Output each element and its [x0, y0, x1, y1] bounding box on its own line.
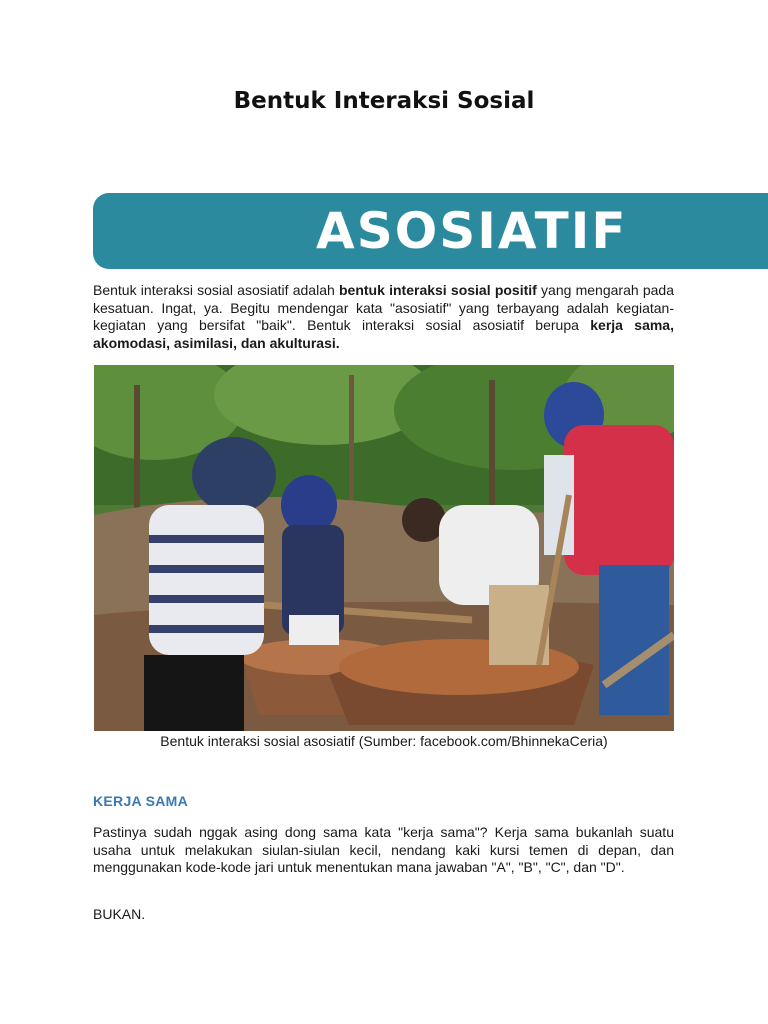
banner-label: ASOSIATIF: [316, 202, 628, 260]
kerja-sama-paragraph: Pastinya sudah nggak asing dong sama kata "kerja sama"? Kerja sama bukanlah suatu usaha untuk melakukan siulan-siulan kecil, nendang kaki kursi temen di depan, dan menggunakan kode-kode jari untuk menentukan mana jawaban "A", "B", "C", dan "D".: [93, 824, 674, 875]
intro-paragraph: [93, 282, 674, 352]
people-shoveling-soil-photo-icon: [94, 365, 674, 731]
closing-text: BUKAN.: [93, 906, 146, 922]
cooperation-photo: [94, 365, 674, 731]
photo-caption: Bentuk interaksi sosial asosiatif (Sumber: facebook.com/BhinnekaCeria): [160, 733, 608, 749]
intro-text-1: Bentuk interaksi sosial asosiatif adalah: [93, 282, 339, 298]
section-heading-kerja-sama: KERJA SAMA: [93, 793, 189, 809]
intro-bold-1: bentuk interaksi sosial positif: [339, 282, 537, 298]
intro-text-2: yang mengarah pada kesatuan. Ingat, ya. Begitu mendengar kata "asosiatif" yang terbayang adalah kegiatan-kegiatan yang bersifat "baik". Bentuk interaksi sosial asosiatif berupa: [93, 282, 675, 333]
page-title: Bentuk Interaksi Sosial: [233, 88, 535, 114]
intro-bold-2: kerja sama, akomodasi, asimilasi, dan akulturasi.: [93, 317, 674, 351]
